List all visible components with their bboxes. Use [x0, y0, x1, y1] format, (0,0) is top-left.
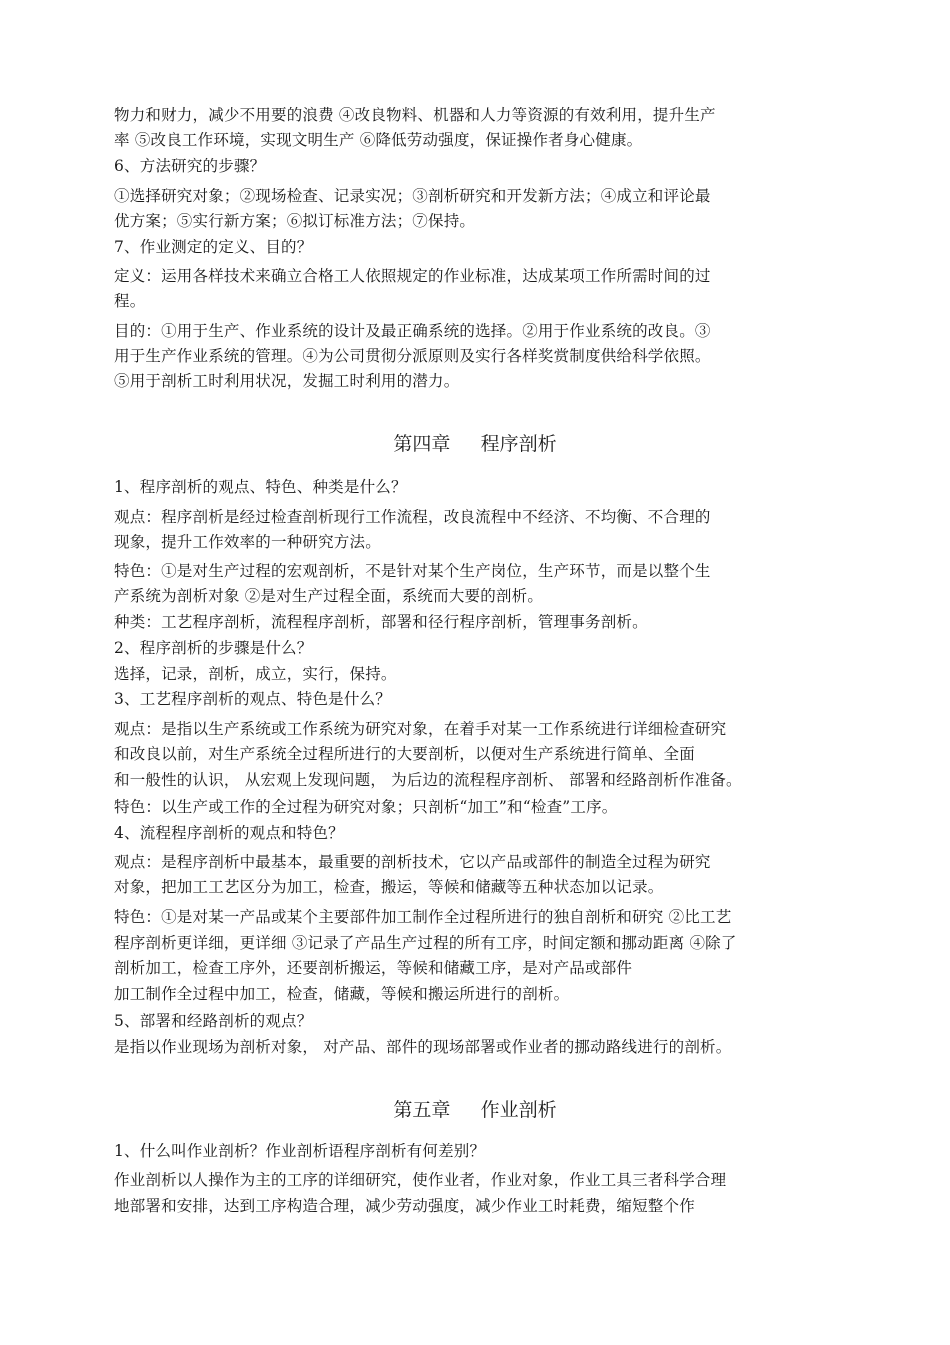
text-line: 用于生产作业系统的管理。④为公司贯彻分派原则及实行各样奖赏制度供给科学依照。 — [114, 347, 711, 365]
text-line: 目的：①用于生产、作业系统的设计及最正确系统的选择。②用于作业系统的改良。③ — [114, 322, 711, 340]
question-heading: 2、程序剖析的步骤是什么？ — [114, 639, 313, 657]
text-line: 特色：以生产或工作的全过程为研究对象；只剖析“加工”和“检查”工序。 — [114, 798, 618, 816]
question-heading: 7、作业测定的定义、目的？ — [114, 238, 313, 256]
question-heading: 4、流程程序剖析的观点和特色？ — [114, 824, 344, 842]
text-line: 特色：①是对生产过程的宏观剖析，不是针对某个生产岗位，生产环节，而是以整个生 — [114, 562, 711, 580]
text-line: 是指以作业现场为剖析对象， 对产品、部件的现场部署或作业者的挪动路线进行的剖析。 — [114, 1038, 732, 1056]
text-line: 观点：是程序剖析中最基本，最重要的剖析技术，它以产品或部件的制造全过程为研究 — [114, 853, 711, 871]
text-line: 观点：程序剖析是经过检查剖析现行工作流程，改良流程中不经济、不均衡、不合理的 — [114, 508, 711, 526]
text-line: 优方案；⑤实行新方案；⑥拟订标准方法；⑦保持。 — [114, 212, 476, 230]
chapter-title: 第四章 程序剖析 — [393, 433, 557, 455]
text-line: 种类：工艺程序剖析，流程程序剖析，部署和径行程序剖析，管理事务剖析。 — [114, 613, 648, 631]
text-line: ⑤用于剖析工时利用状况，发掘工时利用的潜力。 — [114, 372, 460, 390]
question-heading: 1、程序剖析的观点、特色、种类是什么？ — [114, 478, 407, 496]
text-line: 选择，记录，剖析，成立，实行，保持。 — [114, 665, 397, 683]
text-line: 和改良以前，对生产系统全过程所进行的大要剖析，以便对生产系统进行简单、全面 — [114, 745, 695, 763]
text-line: 率 ⑤改良工作环境，实现文明生产 ⑥降低劳动强度，保证操作者身心健康。 — [114, 131, 643, 149]
text-line: 现象，提升工作效率的一种研究方法。 — [114, 533, 381, 551]
text-line: 对象，把加工工艺区分为加工，检查，搬运，等候和储藏等五种状态加以记录。 — [114, 878, 664, 896]
question-heading: 5、部署和经路剖析的观点？ — [114, 1012, 313, 1030]
text-line: 程。 — [114, 292, 146, 310]
text-line: 观点：是指以生产系统或工作系统为研究对象，在着手对某一工作系统进行详细检查研究 — [114, 720, 727, 738]
text-line: 作业剖析以人操作为主的工序的详细研究，使作业者，作业对象，作业工具三者科学合理 — [114, 1171, 727, 1189]
text-line: 特色：①是对某一产品或某个主要部件加工制作全过程所进行的独自剖析和研究 ②比工艺 — [114, 908, 732, 926]
text-line: 和一般性的认识， 从宏观上发现问题， 为后边的流程程序剖析、 部署和经路剖析作准备。 — [114, 771, 742, 789]
text-line: 物力和财力，减少不用要的浪费 ④改良物料、机器和人力等资源的有效利用，提升生产 — [114, 106, 716, 124]
text-line: 加工制作全过程中加工，检查，储藏，等候和搬运所进行的剖析。 — [114, 985, 570, 1003]
text-line: 地部署和安排，达到工序构造合理，减少劳动强度，减少作业工时耗费，缩短整个作 — [114, 1197, 695, 1215]
question-heading: 6、方法研究的步骤？ — [114, 157, 266, 175]
text-line: 定义：运用各样技术来确立合格工人依照规定的作业标准，达成某项工作所需时间的过 — [114, 267, 711, 285]
text-line: 剖析加工，检查工序外，还要剖析搬运，等候和储藏工序，是对产品或部件 — [114, 959, 633, 977]
question-heading: 3、工艺程序剖析的观点、特色是什么？ — [114, 690, 391, 708]
text-line: ①选择研究对象；②现场检查、记录实况；③剖析研究和开发新方法；④成立和评论最 — [114, 187, 711, 205]
question-heading: 1、什么叫作业剖析？作业剖析语程序剖析有何差别？ — [114, 1142, 486, 1160]
chapter-title: 第五章 作业剖析 — [393, 1099, 557, 1121]
text-line: 产系统为剖析对象 ②是对生产过程全面，系统而大要的剖析。 — [114, 587, 544, 605]
text-line: 程序剖析更详细，更详细 ③记录了产品生产过程的所有工序，时间定额和挪动距离 ④除了 — [114, 934, 737, 952]
